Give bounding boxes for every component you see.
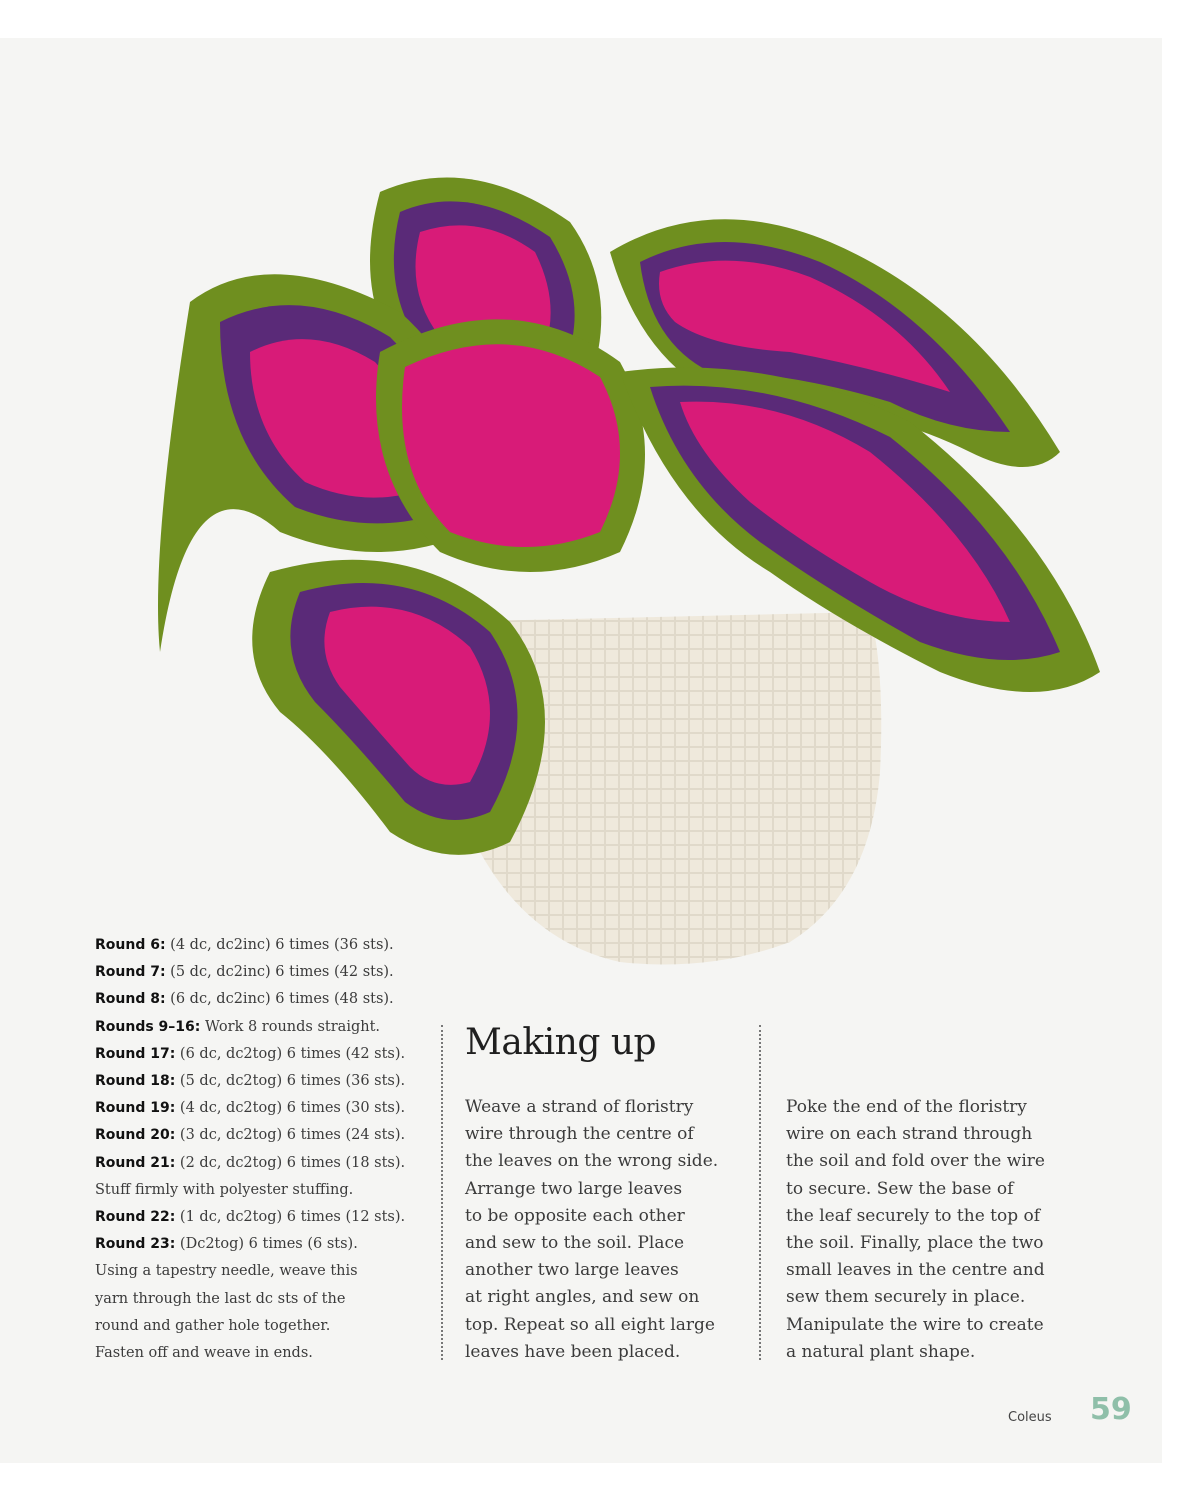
text-line: at right angles, and sew on [465,1287,700,1308]
text-line: Manipulate the wire to create [786,1314,1044,1335]
text-line: Arrange two large leaves [465,1178,683,1199]
instruction-line: Round 8: (6 dc, dc2inc) 6 times (48 sts). [95,991,394,1008]
text-line: to be opposite each other [465,1205,685,1226]
text-line: and sew to the soil. Place [465,1233,685,1254]
text-line: wire on each strand through [786,1124,1033,1145]
instruction-line: Round 21: (2 dc, dc2tog) 6 times (18 sts). [95,1154,406,1171]
text-line: wire through the centre of [465,1124,694,1145]
instruction-line: Using a tapestry needle, weave this [95,1263,358,1280]
text-line: a natural plant shape. [786,1341,976,1362]
footer-section-label: Coleus [1008,1410,1052,1425]
instruction-line: Fasten off and weave in ends. [95,1345,313,1362]
instruction-line: Round 6: (4 dc, dc2inc) 6 times (36 sts). [95,937,394,953]
instruction-line: Round 17: (6 dc, dc2tog) 6 times (42 sts). [95,1045,406,1062]
page-number: 59 [1090,1392,1132,1427]
instruction-line: Stuff firmly with polyester stuffing. [95,1181,354,1198]
rounds-instructions [95,932,415,1367]
text-line: small leaves in the centre and [786,1260,1045,1281]
text-line: Poke the end of the floristry [786,1097,1027,1117]
text-line: another two large leaves [465,1260,679,1281]
text-line: the soil. Finally, place the two [786,1233,1044,1254]
crochet-plant-photo [150,152,1110,972]
section-heading: Making up [465,1022,657,1063]
instruction-line: Round 18: (5 dc, dc2tog) 6 times (36 sts). [95,1073,406,1090]
instruction-line: Round 7: (5 dc, dc2inc) 6 times (42 sts). [95,964,394,981]
instruction-line: Rounds 9–16: Work 8 rounds straight. [95,1018,381,1035]
column-divider-right [759,1025,761,1360]
making-up-text-column-1 [465,1094,718,1366]
text-line: leaves have been placed. [465,1341,681,1362]
text-line: top. Repeat so all eight large [465,1314,715,1335]
column-divider-left [441,1025,443,1360]
instruction-line: Round 20: (3 dc, dc2tog) 6 times (24 sts). [95,1127,406,1144]
instruction-line: Round 23: (Dc2tog) 6 times (6 sts). [95,1236,358,1253]
text-line: Weave a strand of floristry [465,1097,694,1117]
making-up-text-column-2 [786,1094,1045,1366]
instruction-line: Round 22: (1 dc, dc2tog) 6 times (12 sts). [95,1209,406,1226]
text-line: the soil and fold over the wire [786,1151,1045,1172]
text-line: the leaf securely to the top of [786,1205,1041,1226]
text-line: the leaves on the wrong side. [465,1151,719,1172]
text-line: to secure. Sew the base of [786,1178,1014,1199]
text-line: sew them securely in place. [786,1287,1026,1308]
instruction-line: round and gather hole together. [95,1317,331,1334]
instruction-line: Round 19: (4 dc, dc2tog) 6 times (30 sts). [95,1100,406,1117]
instruction-line: yarn through the last dc sts of the [95,1290,346,1307]
